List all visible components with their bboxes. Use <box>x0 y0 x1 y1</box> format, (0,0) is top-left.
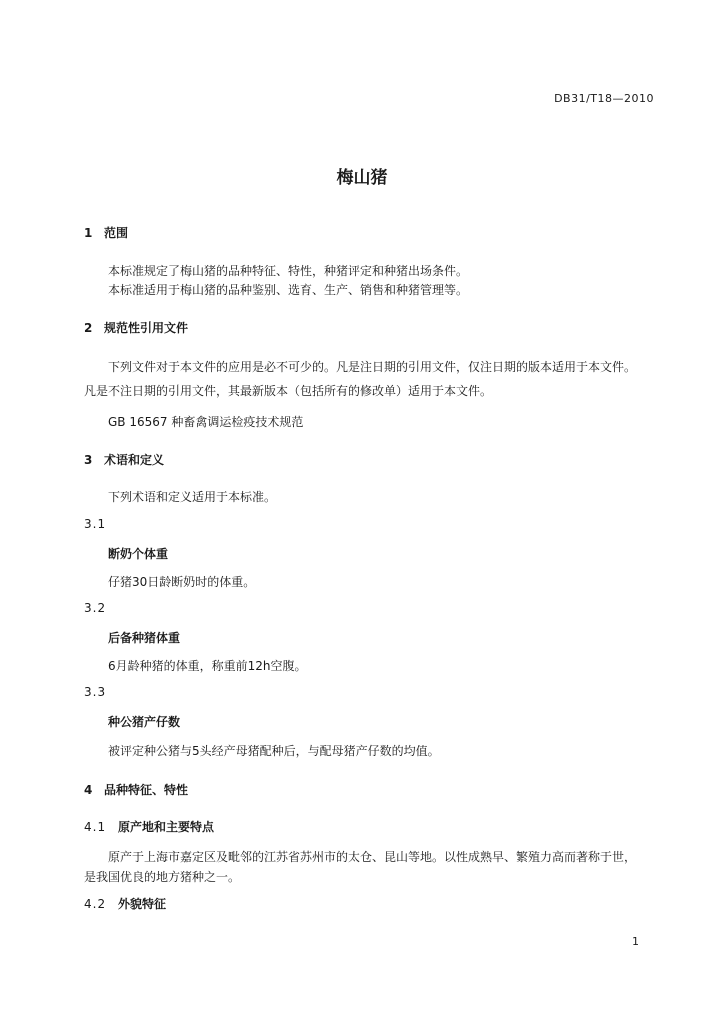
section-title: 规范性引用文件 <box>104 321 189 335</box>
term-number: 3.1 <box>84 517 107 531</box>
term-name: 断奶个体重 <box>108 547 169 561</box>
paragraph: 下列术语和定义适用于本标准。 <box>108 490 277 504</box>
term-definition: 仔猪30日龄断奶时的体重。 <box>108 575 256 589</box>
term-number: 3.2 <box>84 601 107 615</box>
paragraph-line: 原产于上海市嘉定区及毗邻的江苏省苏州市的太仓、昆山等地。以性成熟早、繁殖力高而著称于世， <box>108 850 637 864</box>
section-title: 术语和定义 <box>104 453 165 467</box>
normative-reference: GB 16567 种畜禽调运检疫技术规范 <box>108 415 304 429</box>
subsection-number: 4.2 <box>84 897 107 911</box>
section-title: 范围 <box>104 226 129 240</box>
term-name: 后备种猪体重 <box>108 631 181 645</box>
paragraph: 本标准适用于梅山猪的品种鉴别、选育、生产、销售和种猪管理等。 <box>108 283 469 297</box>
subsection-title: 外貌特征 <box>118 897 167 911</box>
section-1-heading <box>84 224 128 241</box>
paragraph-line: 下列文件对于本文件的应用是必不可少的。凡是注日期的引用文件，仅注日期的版本适用于本文件。 <box>108 360 637 374</box>
subsection-4-2-heading <box>84 895 166 912</box>
standard-code: DB31/T18—2010 <box>554 92 654 105</box>
section-4-heading <box>84 781 188 798</box>
subsection-number: 4.1 <box>84 820 107 834</box>
subsection-title: 原产地和主要特点 <box>118 820 215 834</box>
section-number: 2 <box>84 321 93 335</box>
page-number: 1 <box>632 935 639 948</box>
term-number: 3.3 <box>84 685 107 699</box>
subsection-4-1-heading <box>84 818 214 835</box>
section-number: 3 <box>84 453 93 467</box>
paragraph-line: 凡是不注日期的引用文件，其最新版本（包括所有的修改单）适用于本文件。 <box>84 384 493 398</box>
term-definition: 被评定种公猪与5头经产母猪配种后，与配母猪产仔数的均值。 <box>108 744 440 758</box>
section-3-heading <box>84 451 164 468</box>
section-2-heading <box>84 319 188 336</box>
section-number: 1 <box>84 226 93 240</box>
term-definition: 6月龄种猪的体重，称重前12h空腹。 <box>108 659 307 673</box>
paragraph-line: 是我国优良的地方猪种之一。 <box>84 870 241 884</box>
term-name: 种公猪产仔数 <box>108 715 181 729</box>
paragraph: 本标准规定了梅山猪的品种特征、特性，种猪评定和种猪出场条件。 <box>108 264 469 278</box>
section-number: 4 <box>84 783 93 797</box>
section-title: 品种特征、特性 <box>104 783 189 797</box>
document-title: 梅山猪 <box>336 168 388 188</box>
